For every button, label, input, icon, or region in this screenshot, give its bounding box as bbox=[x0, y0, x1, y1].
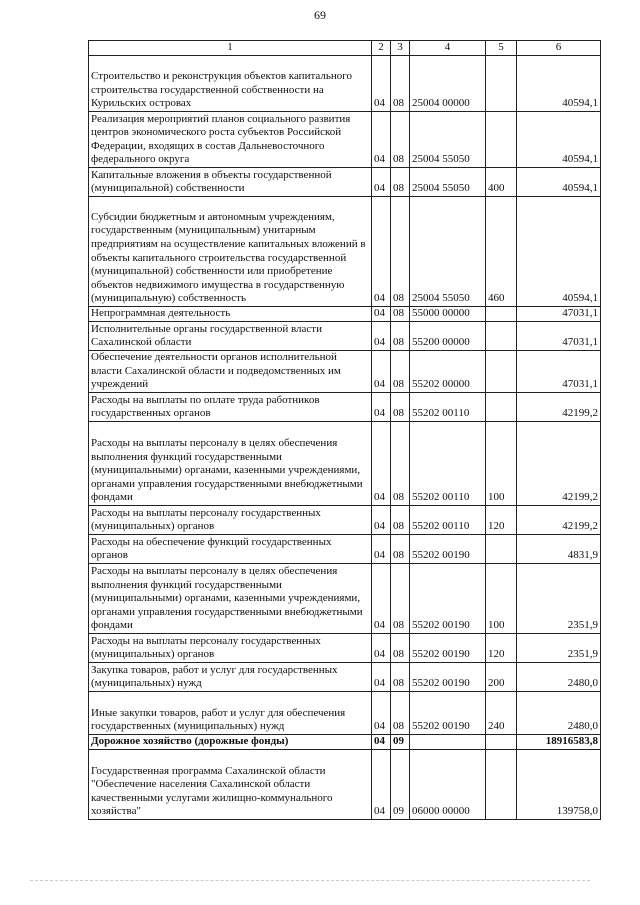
row-name: Государственная программа Сахалинской области "Обеспечение населения Сахалинской области качественными услугами жилищно-коммунального хозяйства" bbox=[89, 750, 372, 820]
row-amount: 47031,1 bbox=[517, 307, 601, 322]
row-expense-type: 240 bbox=[486, 692, 517, 735]
row-target-article bbox=[410, 735, 486, 750]
row-amount: 42199,2 bbox=[517, 393, 601, 422]
table-row bbox=[89, 168, 601, 197]
row-section: 04 bbox=[372, 197, 391, 307]
row-expense-type bbox=[486, 351, 517, 393]
row-name: Непрограммная деятельность bbox=[89, 307, 372, 322]
row-amount: 2480,0 bbox=[517, 692, 601, 735]
column-header-name: 1 bbox=[89, 41, 372, 56]
row-target-article: 55202 00190 bbox=[410, 634, 486, 663]
row-section: 04 bbox=[372, 692, 391, 735]
row-amount: 42199,2 bbox=[517, 422, 601, 506]
row-target-article: 25004 55050 bbox=[410, 112, 486, 168]
row-name: Реализация мероприятий планов социального развития центров экономического роста субъектов Российской Федерации, входящих в состав Дальневосточного федерального округа bbox=[89, 112, 372, 168]
row-subsection: 08 bbox=[391, 351, 410, 393]
row-subsection: 08 bbox=[391, 56, 410, 112]
row-expense-type bbox=[486, 56, 517, 112]
row-expense-type: 460 bbox=[486, 197, 517, 307]
row-subsection: 08 bbox=[391, 322, 410, 351]
column-header-section: 2 bbox=[372, 41, 391, 56]
row-expense-type: 100 bbox=[486, 564, 517, 634]
table-row bbox=[89, 663, 601, 692]
row-target-article: 55202 00000 bbox=[410, 351, 486, 393]
row-target-article: 55202 00110 bbox=[410, 422, 486, 506]
header-row bbox=[89, 41, 601, 56]
row-subsection: 08 bbox=[391, 168, 410, 197]
row-name: Расходы на выплаты персоналу государственных (муниципальных) органов bbox=[89, 634, 372, 663]
scan-artifact-line bbox=[30, 880, 590, 882]
row-amount: 40594,1 bbox=[517, 168, 601, 197]
table-row bbox=[89, 506, 601, 535]
row-target-article: 55202 00110 bbox=[410, 506, 486, 535]
row-expense-type bbox=[486, 535, 517, 564]
row-amount: 47031,1 bbox=[517, 351, 601, 393]
column-header-expense-type: 5 bbox=[486, 41, 517, 56]
row-section: 04 bbox=[372, 735, 391, 750]
row-section: 04 bbox=[372, 307, 391, 322]
row-subsection: 08 bbox=[391, 422, 410, 506]
row-target-article: 25004 00000 bbox=[410, 56, 486, 112]
table-row bbox=[89, 692, 601, 735]
table-row bbox=[89, 393, 601, 422]
row-name: Строительство и реконструкция объектов капитального строительства государственной собственности на Курильских островах bbox=[89, 56, 372, 112]
table-row bbox=[89, 112, 601, 168]
row-target-article: 55202 00190 bbox=[410, 663, 486, 692]
row-subsection: 08 bbox=[391, 197, 410, 307]
row-expense-type bbox=[486, 112, 517, 168]
column-header-target-article: 4 bbox=[410, 41, 486, 56]
row-amount: 40594,1 bbox=[517, 197, 601, 307]
table-row bbox=[89, 56, 601, 112]
row-subsection: 08 bbox=[391, 663, 410, 692]
row-amount: 42199,2 bbox=[517, 506, 601, 535]
row-amount: 2351,9 bbox=[517, 634, 601, 663]
row-name: Расходы на выплаты по оплате труда работников государственных органов bbox=[89, 393, 372, 422]
row-subsection: 09 bbox=[391, 750, 410, 820]
row-expense-type bbox=[486, 735, 517, 750]
table-row bbox=[89, 750, 601, 820]
table-row bbox=[89, 422, 601, 506]
row-name: Капитальные вложения в объекты государственной (муниципальной) собственности bbox=[89, 168, 372, 197]
row-section: 04 bbox=[372, 168, 391, 197]
table-row bbox=[89, 564, 601, 634]
table-row bbox=[89, 197, 601, 307]
row-expense-type: 120 bbox=[486, 634, 517, 663]
row-subsection: 08 bbox=[391, 692, 410, 735]
table-row bbox=[89, 351, 601, 393]
row-subsection: 09 bbox=[391, 735, 410, 750]
column-header-amount: 6 bbox=[517, 41, 601, 56]
row-name: Расходы на выплаты персоналу в целях обеспечения выполнения функций государственными (муниципальными) органами, казенными учреждениями, органами управления государственными внебюджетными фондами bbox=[89, 422, 372, 506]
row-target-article: 55202 00190 bbox=[410, 692, 486, 735]
row-name: Закупка товаров, работ и услуг для государственных (муниципальных) нужд bbox=[89, 663, 372, 692]
row-amount: 18916583,8 bbox=[517, 735, 601, 750]
table-row bbox=[89, 322, 601, 351]
row-amount: 40594,1 bbox=[517, 56, 601, 112]
row-expense-type bbox=[486, 393, 517, 422]
row-target-article: 55202 00190 bbox=[410, 564, 486, 634]
row-target-article: 55200 00000 bbox=[410, 322, 486, 351]
row-expense-type bbox=[486, 307, 517, 322]
row-expense-type bbox=[486, 750, 517, 820]
row-subsection: 08 bbox=[391, 535, 410, 564]
row-expense-type bbox=[486, 322, 517, 351]
column-header-subsection: 3 bbox=[391, 41, 410, 56]
page-number: 69 bbox=[314, 8, 326, 22]
row-section: 04 bbox=[372, 393, 391, 422]
row-section: 04 bbox=[372, 506, 391, 535]
row-amount: 2351,9 bbox=[517, 564, 601, 634]
row-subsection: 08 bbox=[391, 112, 410, 168]
row-amount: 139758,0 bbox=[517, 750, 601, 820]
row-target-article: 25004 55050 bbox=[410, 168, 486, 197]
row-section: 04 bbox=[372, 112, 391, 168]
row-section: 04 bbox=[372, 535, 391, 564]
row-section: 04 bbox=[372, 750, 391, 820]
row-target-article: 55202 00190 bbox=[410, 535, 486, 564]
row-target-article: 25004 55050 bbox=[410, 197, 486, 307]
row-target-article: 55202 00110 bbox=[410, 393, 486, 422]
table-row bbox=[89, 307, 601, 322]
row-name: Исполнительные органы государственной власти Сахалинской области bbox=[89, 322, 372, 351]
table-row bbox=[89, 735, 601, 750]
row-section: 04 bbox=[372, 663, 391, 692]
row-name: Расходы на выплаты персоналу государственных (муниципальных) органов bbox=[89, 506, 372, 535]
row-name: Субсидии бюджетным и автономным учреждениям, государственным (муниципальным) унитарным предприятиям на осуществление капитальных вложений в объекты капитального строительства государственной (муниципальной) собственности или приобретение объектов недвижимого имущества в государственную (муниципальную) собственность bbox=[89, 197, 372, 307]
table-row bbox=[89, 535, 601, 564]
row-expense-type: 120 bbox=[486, 506, 517, 535]
row-section: 04 bbox=[372, 564, 391, 634]
row-amount: 47031,1 bbox=[517, 322, 601, 351]
row-subsection: 08 bbox=[391, 634, 410, 663]
row-section: 04 bbox=[372, 422, 391, 506]
row-target-article: 55000 00000 bbox=[410, 307, 486, 322]
row-subsection: 08 bbox=[391, 307, 410, 322]
row-target-article: 06000 00000 bbox=[410, 750, 486, 820]
row-name: Расходы на выплаты персоналу в целях обеспечения выполнения функций государственными (муниципальными) органами, казенными учреждениями, органами управления государственными внебюджетными фондами bbox=[89, 564, 372, 634]
row-expense-type: 400 bbox=[486, 168, 517, 197]
row-name: Дорожное хозяйство (дорожные фонды) bbox=[89, 735, 372, 750]
row-subsection: 08 bbox=[391, 564, 410, 634]
row-expense-type: 100 bbox=[486, 422, 517, 506]
row-expense-type: 200 bbox=[486, 663, 517, 692]
row-name: Иные закупки товаров, работ и услуг для обеспечения государственных (муниципальных) нужд bbox=[89, 692, 372, 735]
row-name: Расходы на обеспечение функций государственных органов bbox=[89, 535, 372, 564]
row-amount: 4831,9 bbox=[517, 535, 601, 564]
row-amount: 2480,0 bbox=[517, 663, 601, 692]
row-section: 04 bbox=[372, 322, 391, 351]
budget-table bbox=[88, 40, 601, 820]
row-section: 04 bbox=[372, 351, 391, 393]
row-subsection: 08 bbox=[391, 506, 410, 535]
row-section: 04 bbox=[372, 634, 391, 663]
row-amount: 40594,1 bbox=[517, 112, 601, 168]
table-row bbox=[89, 634, 601, 663]
row-section: 04 bbox=[372, 56, 391, 112]
row-name: Обеспечение деятельности органов исполнительной власти Сахалинской области и подведомственных им учреждений bbox=[89, 351, 372, 393]
row-subsection: 08 bbox=[391, 393, 410, 422]
